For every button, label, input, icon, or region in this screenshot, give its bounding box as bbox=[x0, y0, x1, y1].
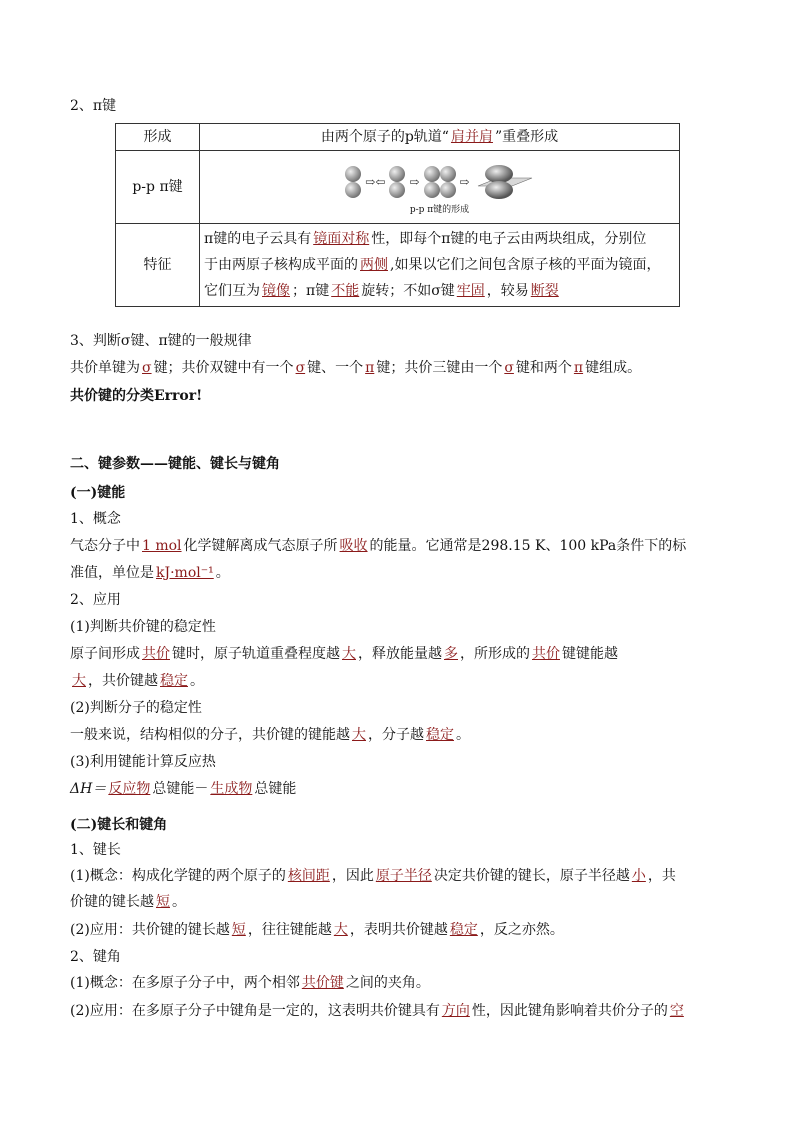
point-heading: 1、概念 bbox=[70, 511, 121, 527]
text: 一般来说，结构相似的分子，共价键的键能越 bbox=[70, 727, 350, 743]
text: 共价单键为 bbox=[70, 360, 140, 376]
body-line bbox=[70, 725, 470, 745]
answer-blank: 大 bbox=[72, 673, 86, 689]
section-heading-pi: 2、π键 bbox=[70, 98, 117, 114]
diagram-cell bbox=[200, 151, 680, 224]
text: 旋转；不如σ键 bbox=[361, 283, 455, 299]
answer-blank: 生成物 bbox=[210, 781, 253, 797]
text: 。 bbox=[190, 673, 204, 689]
text: 的能量。它通常是298.15 K、100 kPa条件下的标 bbox=[369, 538, 687, 554]
diagram-caption: p-p π键的形成 bbox=[409, 205, 470, 215]
answer-blank: 两侧 bbox=[360, 257, 388, 273]
body-line bbox=[70, 973, 430, 993]
row-label-formation: 形成 bbox=[116, 124, 200, 151]
body-line bbox=[70, 892, 186, 912]
text: ，共价键越 bbox=[88, 673, 158, 689]
table-row bbox=[116, 151, 680, 224]
answer-blank: 短 bbox=[156, 894, 170, 910]
answer-blank: 吸收 bbox=[339, 538, 368, 554]
text: 由两个原子的p轨道“ bbox=[320, 129, 449, 145]
text: 键时，原子轨道重叠程度越 bbox=[172, 646, 340, 662]
answer-blank: π bbox=[365, 360, 375, 376]
text: 性，即每个π键的电子云由两块组成，分别位 bbox=[371, 231, 647, 247]
text: 价键的键长越 bbox=[70, 894, 154, 910]
text: ；π键 bbox=[292, 283, 330, 299]
text: ，分子越 bbox=[368, 727, 424, 743]
subsection-heading: (二)键长和键角 bbox=[70, 817, 168, 833]
body-line bbox=[70, 779, 296, 799]
text: 总键能－ bbox=[152, 781, 209, 797]
answer-blank: σ bbox=[504, 360, 514, 376]
answer-blank: σ bbox=[142, 360, 152, 376]
p-orbital-pair-icon bbox=[345, 166, 361, 198]
text: 性，因此键角影响着共价分子的 bbox=[471, 1003, 668, 1019]
subsection-heading: (一)键能 bbox=[70, 485, 126, 501]
answer-blank: 空 bbox=[669, 1003, 684, 1019]
text: 键组成。 bbox=[585, 360, 642, 376]
text: 键；共价三键由一个 bbox=[376, 360, 503, 376]
text: 化学键解离成气态原子所 bbox=[183, 538, 338, 554]
text: π键的电子云具有 bbox=[204, 231, 312, 247]
text: 于由两原子核构成平面的 bbox=[204, 257, 358, 273]
text: ，因此 bbox=[331, 868, 374, 884]
text: 原子间形成 bbox=[70, 646, 140, 662]
arrow-right-icon: ⇨ bbox=[459, 175, 470, 189]
answer-blank: 大 bbox=[352, 727, 366, 743]
answer-blank: kJ·mol⁻¹ bbox=[156, 565, 214, 581]
text: ，较易 bbox=[486, 283, 529, 299]
formation-cell bbox=[200, 124, 680, 151]
pi-bond-table bbox=[115, 123, 680, 307]
text: 之间的夹角。 bbox=[345, 975, 430, 991]
classification-line: 共价键的分类Error! bbox=[70, 388, 203, 404]
formula-lhs: ΔH＝ bbox=[70, 781, 107, 797]
text: ，往往键能越 bbox=[247, 922, 332, 938]
text: (2)应用：在多原子分子中键角是一定的，这表明共价键具有 bbox=[70, 1003, 440, 1019]
text: 。 bbox=[456, 727, 470, 743]
answer-blank: 镜像 bbox=[262, 283, 290, 299]
feature-line bbox=[204, 252, 675, 278]
point-heading: 1、键长 bbox=[70, 842, 121, 858]
item-heading: (1)判断共价键的稳定性 bbox=[70, 619, 216, 635]
text: ，表明共价键越 bbox=[349, 922, 448, 938]
answer-blank: 方向 bbox=[441, 1003, 470, 1019]
body-line bbox=[70, 920, 564, 940]
answer-blank: 共价键 bbox=[301, 975, 344, 991]
text: ，所形成的 bbox=[460, 646, 530, 662]
part-heading: 二、键参数——键能、键长与键角 bbox=[70, 456, 280, 472]
text: (1)概念：构成化学键的两个原子的 bbox=[70, 868, 286, 884]
table-row bbox=[116, 224, 680, 307]
answer-blank: 1 mol bbox=[142, 538, 182, 554]
p-orbital-pair-icon bbox=[389, 166, 405, 198]
text: (1)概念：在多原子分子中，两个相邻 bbox=[70, 975, 300, 991]
text: ，释放能量越 bbox=[358, 646, 442, 662]
text: 准值，单位是 bbox=[70, 565, 154, 581]
text: 它们互为 bbox=[204, 283, 260, 299]
text: 键、一个 bbox=[307, 360, 364, 376]
row-label-pp-pi: p-p π键 bbox=[116, 151, 200, 224]
item-heading: (2)判断分子的稳定性 bbox=[70, 700, 202, 716]
rules-line bbox=[70, 358, 641, 378]
feature-line bbox=[204, 226, 675, 252]
answer-blank: 共价 bbox=[532, 646, 560, 662]
overlap-orbitals-icon bbox=[424, 166, 456, 198]
answer-blank: 肩并肩 bbox=[450, 129, 493, 145]
text: 总键能 bbox=[254, 781, 297, 797]
answer-blank: σ bbox=[295, 360, 306, 376]
pi-bond-diagram bbox=[204, 158, 675, 202]
answer-blank: 核间距 bbox=[287, 868, 330, 884]
text: ”重叠形成 bbox=[494, 129, 559, 145]
answer-blank: 大 bbox=[342, 646, 356, 662]
item-heading: (3)利用键能计算反应热 bbox=[70, 754, 216, 770]
answer-blank: 断裂 bbox=[530, 283, 559, 299]
point-heading: 2、键角 bbox=[70, 949, 121, 965]
answer-blank: 大 bbox=[333, 922, 348, 938]
text: 。 bbox=[172, 894, 186, 910]
text: 决定共价键的键长，原子半径越 bbox=[433, 868, 630, 884]
answer-blank: 牢固 bbox=[456, 283, 485, 299]
row-label-feature: 特征 bbox=[116, 224, 200, 307]
answer-blank: π bbox=[573, 360, 584, 376]
text: (2)应用：共价键的键长越 bbox=[70, 922, 230, 938]
body-line bbox=[70, 563, 230, 583]
text: ，反之亦然。 bbox=[479, 922, 564, 938]
body-line bbox=[70, 866, 676, 886]
answer-blank: 反应物 bbox=[108, 781, 151, 797]
pi-bond-cloud-icon bbox=[474, 162, 534, 202]
text: 气态分子中 bbox=[70, 538, 140, 554]
text: ,如果以它们之间包含原子核的平面为镜面， bbox=[390, 257, 661, 273]
answer-blank: 原子半径 bbox=[375, 868, 432, 884]
text: 键和两个 bbox=[515, 360, 572, 376]
section-heading-rules: 3、判断σ键、π键的一般规律 bbox=[70, 333, 252, 349]
body-line bbox=[70, 644, 618, 664]
body-line bbox=[70, 1001, 686, 1021]
arrow-left-icon: ⇨⇦ bbox=[365, 175, 386, 189]
answer-blank: 多 bbox=[444, 646, 458, 662]
feature-line bbox=[204, 278, 675, 304]
answer-blank: 短 bbox=[231, 922, 246, 938]
text: 键键能越 bbox=[562, 646, 618, 662]
answer-blank: 共价 bbox=[142, 646, 170, 662]
answer-blank: 稳定 bbox=[160, 673, 188, 689]
arrow-right-icon: ⇨ bbox=[409, 175, 420, 189]
answer-blank: 不能 bbox=[331, 283, 360, 299]
text: 。 bbox=[215, 565, 230, 581]
text: 键；共价双键中有一个 bbox=[153, 360, 294, 376]
body-line bbox=[70, 536, 686, 556]
text: ，共 bbox=[647, 868, 676, 884]
feature-cell bbox=[200, 224, 680, 307]
point-heading: 2、应用 bbox=[70, 592, 121, 608]
answer-blank: 稳定 bbox=[449, 922, 478, 938]
body-line bbox=[70, 671, 204, 691]
table-row bbox=[116, 124, 680, 151]
answer-blank: 稳定 bbox=[426, 727, 454, 743]
answer-blank: 小 bbox=[631, 868, 646, 884]
answer-blank: 镜面对称 bbox=[313, 231, 370, 247]
